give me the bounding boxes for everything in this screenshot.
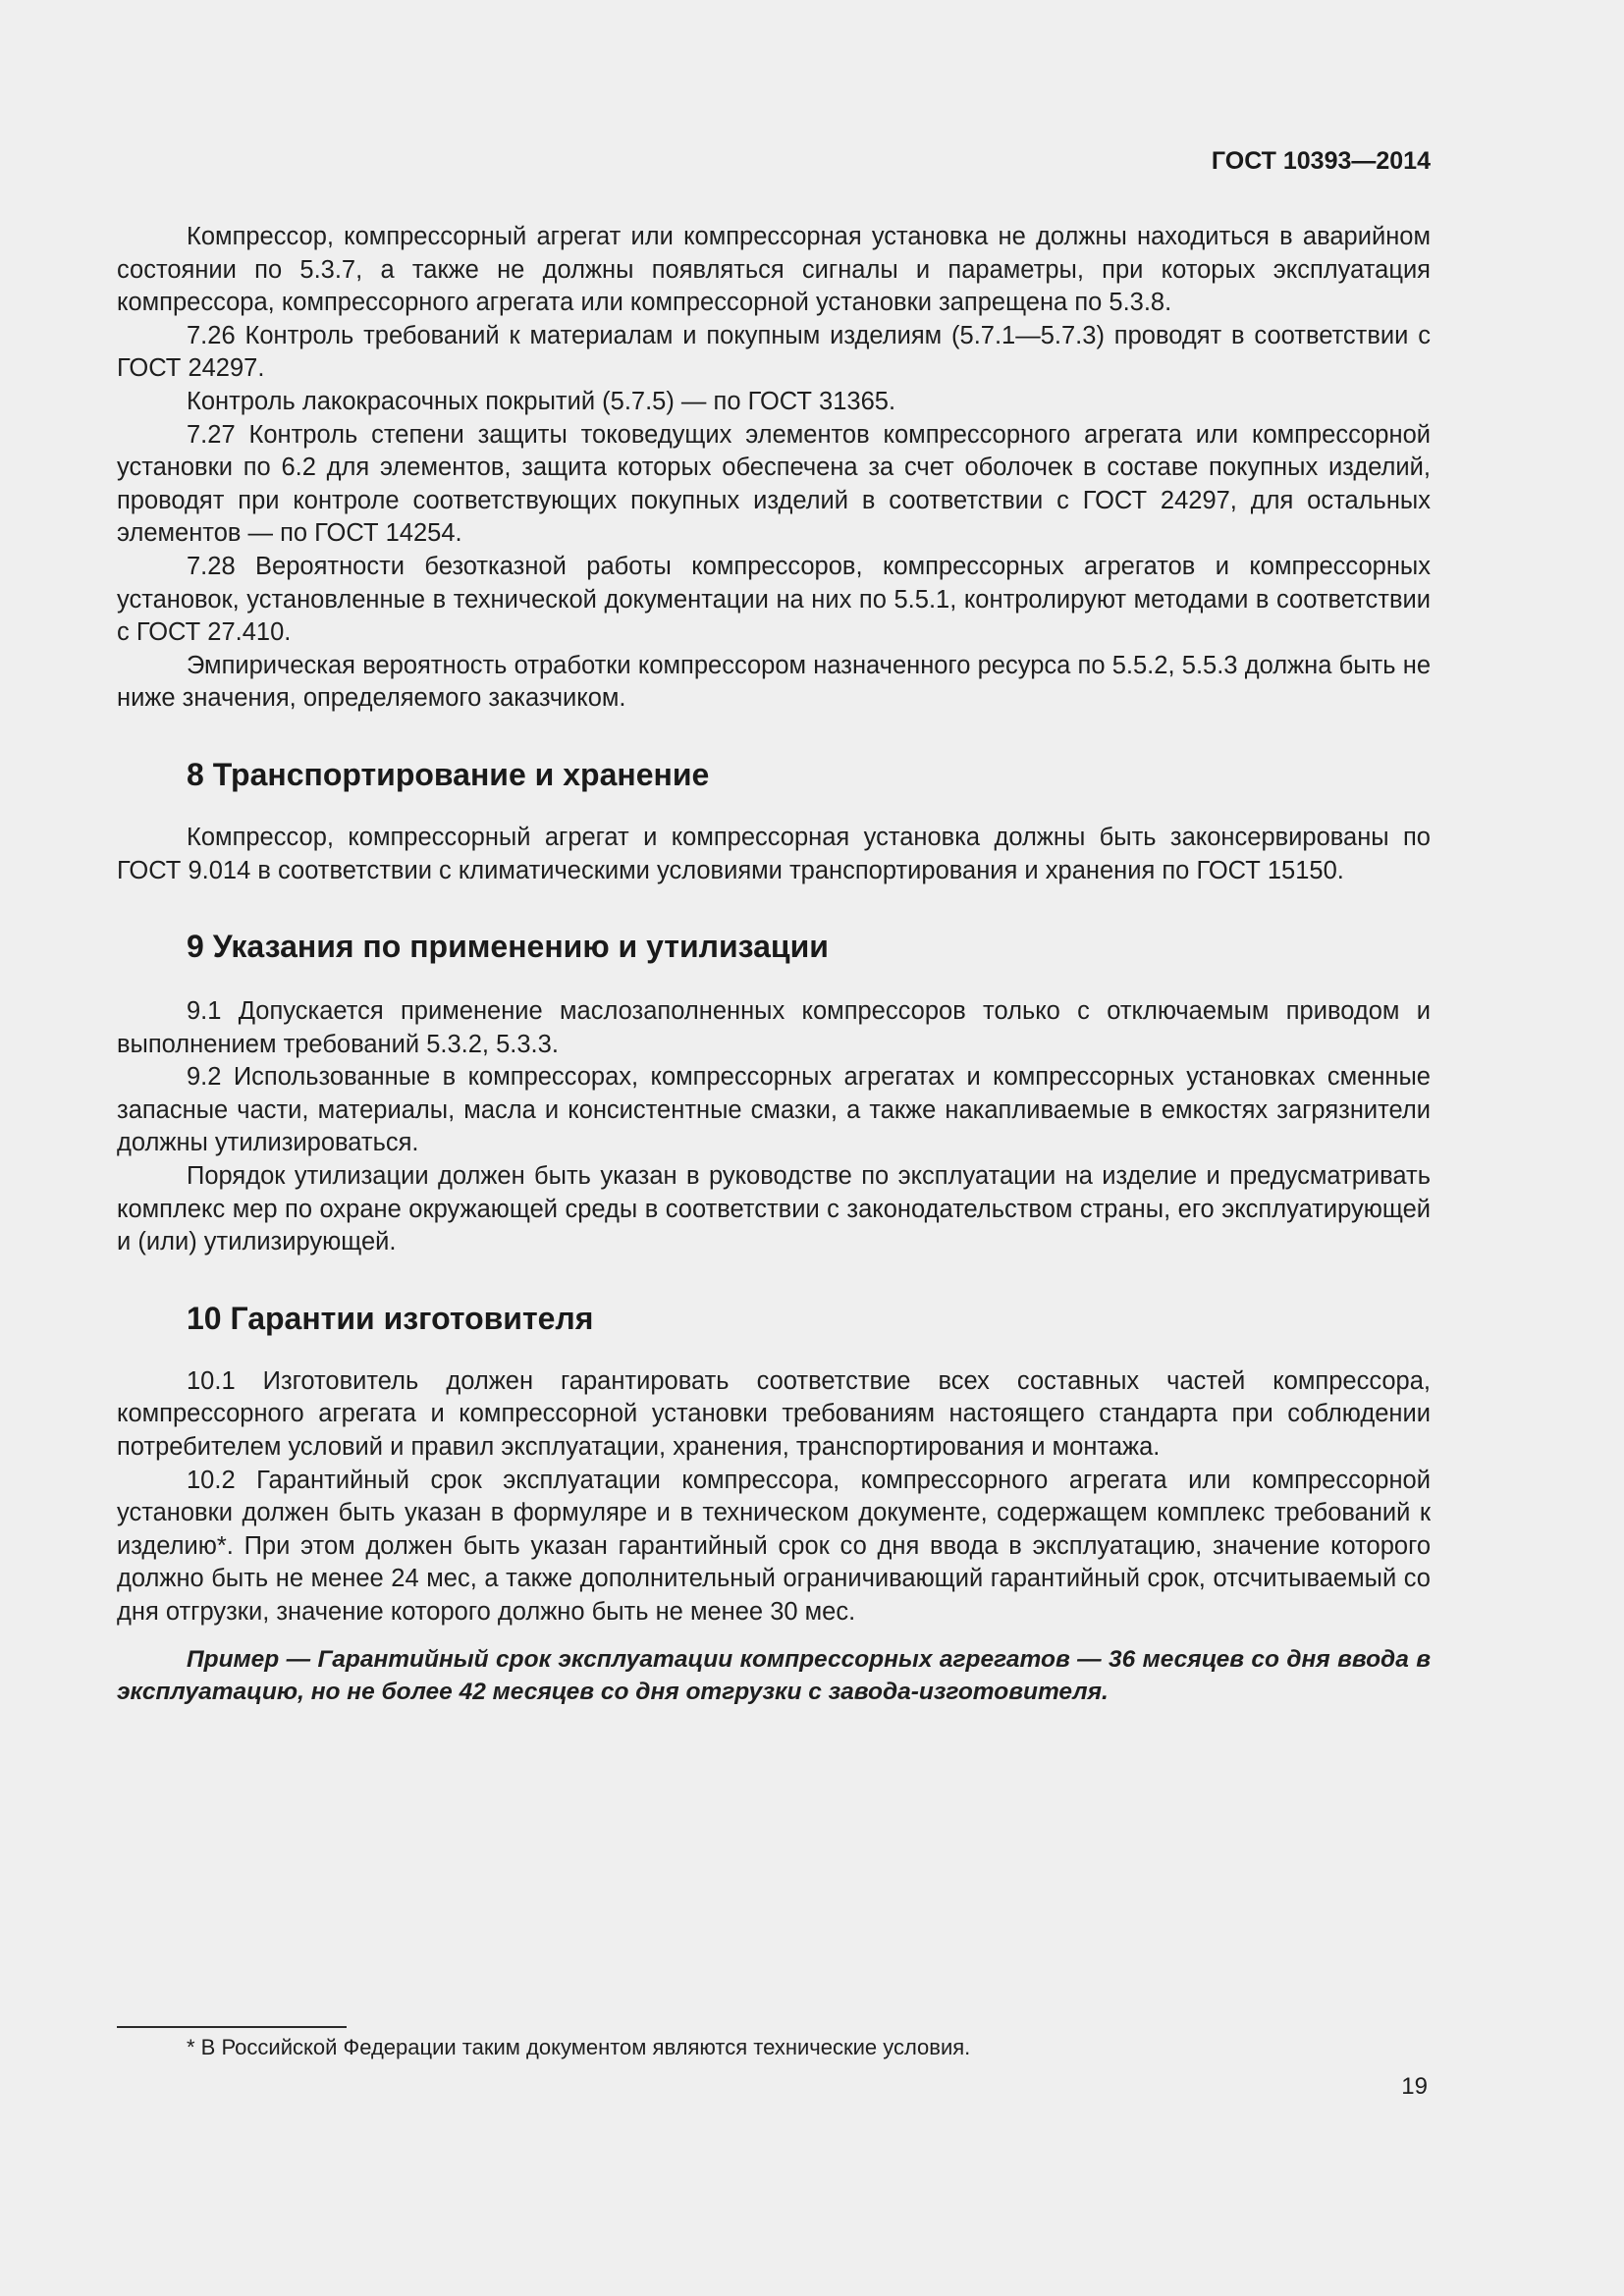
paragraph-7-26: 7.26 Контроль требований к материалам и покупным изделиям (5.7.1—5.7.3) проводят в соответствии с ГОСТ 24297. xyxy=(117,321,1431,383)
example-note: Пример — Гарантийный срок эксплуатации компрессорных агрегатов — 36 месяцев со дня ввода в эксплуатацию, но не более 42 месяцев со дня отгрузки с завода-изготовителя. xyxy=(117,1645,1431,1706)
section-heading-10: 10 Гарантии изготовителя xyxy=(187,1300,594,1336)
footnote-divider xyxy=(117,2026,347,2028)
paragraph-paint-coatings: Контроль лакокрасочных покрытий (5.7.5) — по ГОСТ 31365. xyxy=(187,387,896,415)
paragraph-10-2: 10.2 Гарантийный срок эксплуатации компрессора, компрессорного агрегата или компрессорной установки должен быть указан в формуляре и в техническом документе, содержащем комплекс требований к изделию*. При этом должен быть указан гарантийный срок со дня ввода в эксплуатацию, значение которого должно быть не менее 24 мес, а также дополнительный ограничивающий гарантийный срок, отсчитываемый со дня отгрузки, значение которого должно быть не менее 30 мес. xyxy=(117,1466,1431,1626)
section-heading-9: 9 Указания по применению и утилизации xyxy=(187,929,829,965)
paragraph-9-2: 9.2 Использованные в компрессорах, компрессорных агрегатах и компрессорных установках сменные запасные части, материалы, масла и консистентные смазки, а также накапливаемые в емкостях загрязнители должны утилизироваться. xyxy=(117,1063,1431,1157)
section-heading-8: 8 Транспортирование и хранение xyxy=(187,756,710,792)
paragraph-7-27: 7.27 Контроль степени защиты токоведущих элементов компрессорного агрегата или компрессорной установки по 6.2 для элементов, защита которых обеспечена за счет оболочек в составе покупных изделий, проводят при контроле соответствующих покупных изделий в соответствии с ГОСТ 24297, для остальных элементов — по ГОСТ 14254. xyxy=(117,420,1431,548)
paragraph-compressor-state: Компрессор, компрессорный агрегат или компрессорная установка не должны находиться в аварийном состоянии по 5.3.7, а также не должны появляться сигналы и параметры, при которых эксплуатация компрессора, компрессорного агрегата или компрессорной установки запрещена по 5.3.8. xyxy=(117,223,1431,317)
paragraph-10-1: 10.1 Изготовитель должен гарантировать соответствие всех составных частей компрессора, компрессорного агрегата и компрессорной установки требованиям настоящего стандарта при соблюдении потребителем условий и правил эксплуатации, хранения, транспортирования и монтажа. xyxy=(117,1366,1431,1462)
footnote: * В Российской Федерации таким документом являются технические условия. xyxy=(187,2035,971,2059)
paragraph-disposal-procedure: Порядок утилизации должен быть указан в руководстве по эксплуатации на изделие и предусматривать комплекс мер по охране окружающей среды в соответствии с законодательством страны, его эксплуатирующей и (или) утилизирующей. xyxy=(117,1162,1431,1256)
paragraph-9-1: 9.1 Допускается применение маслозаполненных компрессоров только с отключаемым приводом и выполнением требований 5.3.2, 5.3.3. xyxy=(117,997,1431,1058)
document-code-header: ГОСТ 10393—2014 xyxy=(1211,147,1431,175)
page-number: 19 xyxy=(1401,2073,1428,2100)
paragraph-empirical-probability: Эмпирическая вероятность отработки компрессором назначенного ресурса по 5.5.2, 5.5.3 должна быть не ниже значения, определяемого заказчиком. xyxy=(117,651,1431,713)
paragraph-7-28: 7.28 Вероятности безотказной работы компрессоров, компрессорных агрегатов и компрессорных установок, установленные в технической документации на них по 5.5.1, контролируют методами в соответствии с ГОСТ 27.410. xyxy=(117,552,1431,647)
document-body xyxy=(117,221,1431,1709)
paragraph-8-preservation: Компрессор, компрессорный агрегат и компрессорная установка должны быть законсервированы по ГОСТ 9.014 в соответствии с климатическими условиями транспортирования и хранения по ГОСТ 15150. xyxy=(117,823,1431,884)
